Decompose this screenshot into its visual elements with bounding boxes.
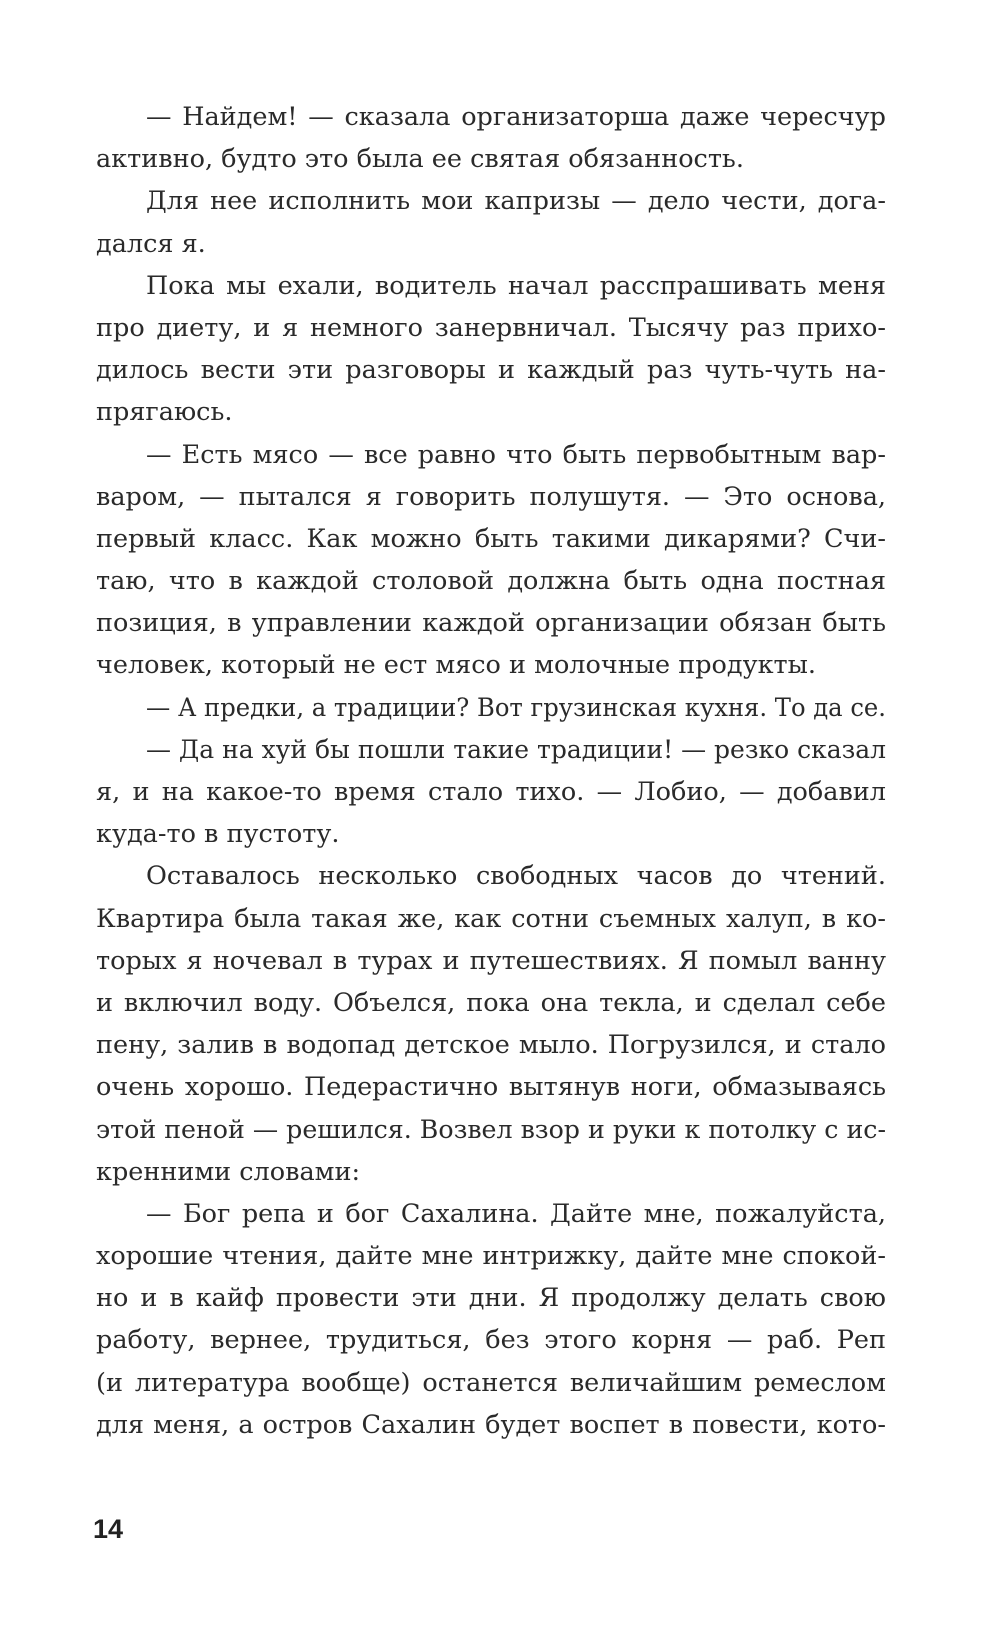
text-line: дался я. bbox=[96, 228, 206, 259]
page-number: 14 bbox=[93, 1514, 124, 1544]
text-line: работу, вернее, трудиться, без этого корня — раб. Реп bbox=[96, 1325, 886, 1356]
text-line: — Да на хуй бы пошли такие традиции! — резко сказал bbox=[146, 734, 886, 765]
text-line: этой пеной — решился. Возвел взор и руки к потолку с ис- bbox=[96, 1114, 886, 1145]
text-line: но и в кайф провести эти дни. Я продолжу делать свою bbox=[96, 1283, 886, 1314]
text-line: прягаюсь. bbox=[96, 397, 233, 428]
text-line: — Найдем! — сказала организаторша даже чересчур bbox=[146, 102, 886, 132]
text-line: варом, — пытался я говорить полушутя. — Это основа, bbox=[96, 481, 886, 512]
text-line: — А предки, а традиции? Вот грузинская кухня. То да се. bbox=[146, 692, 886, 723]
text-line: человек, который не ест мясо и молочные продукты. bbox=[96, 650, 817, 681]
text-line: Для нее исполнить мои капризы — дело чести, дога- bbox=[146, 186, 886, 217]
text-line: первый класс. Как можно быть такими дикарями? Счи- bbox=[96, 523, 886, 554]
text-line: очень хорошо. Педерастично вытянув ноги, обмазываясь bbox=[96, 1072, 886, 1103]
text-line: позиция, в управлении каждой организации обязан быть bbox=[96, 608, 886, 639]
text-line: — Бог репа и бог Сахалина. Дайте мне, пожалуйста, bbox=[146, 1198, 886, 1229]
text-line: про диету, и я немного занервничал. Тысячу раз прихо- bbox=[96, 312, 886, 343]
text-line: таю, что в каждой столовой должна быть одна постная bbox=[96, 566, 886, 597]
text-line: (и литература вообще) останется величайшим ремеслом bbox=[96, 1367, 886, 1398]
text-line: — Есть мясо — все равно что быть первобытным вар- bbox=[146, 439, 886, 470]
text-line: дилось вести эти разговоры и каждый раз чуть-чуть на- bbox=[96, 355, 886, 386]
text-line: кренними словами: bbox=[96, 1156, 361, 1187]
text-line: торых я ночевал в турах и путешествиях. Я помыл ванну bbox=[96, 945, 886, 976]
text-line: Оставалось несколько свободных часов до чтений. bbox=[146, 861, 886, 892]
text-line: для меня, а остров Сахалин будет воспет в повести, кото- bbox=[96, 1409, 886, 1440]
text-line: активно, будто это была ее святая обязанность. bbox=[96, 144, 744, 175]
text-line: Пока мы ехали, водитель начал расспрашивать меня bbox=[146, 270, 886, 301]
text-line: и включил воду. Объелся, пока она текла, и сделал себе bbox=[96, 987, 886, 1018]
text-line: я, и на какое-то время стало тихо. — Лобио, — добавил bbox=[96, 777, 886, 807]
body-text bbox=[96, 96, 886, 1446]
text-line: пену, залив в водопад детское мыло. Погрузился, и стало bbox=[96, 1030, 886, 1061]
text-line: куда-то в пустоту. bbox=[96, 819, 340, 850]
text-line: хорошие чтения, дайте мне интрижку, дайте мне спокой- bbox=[96, 1241, 886, 1272]
text-line: Квартира была такая же, как сотни съемных халуп, в ко- bbox=[96, 903, 886, 934]
